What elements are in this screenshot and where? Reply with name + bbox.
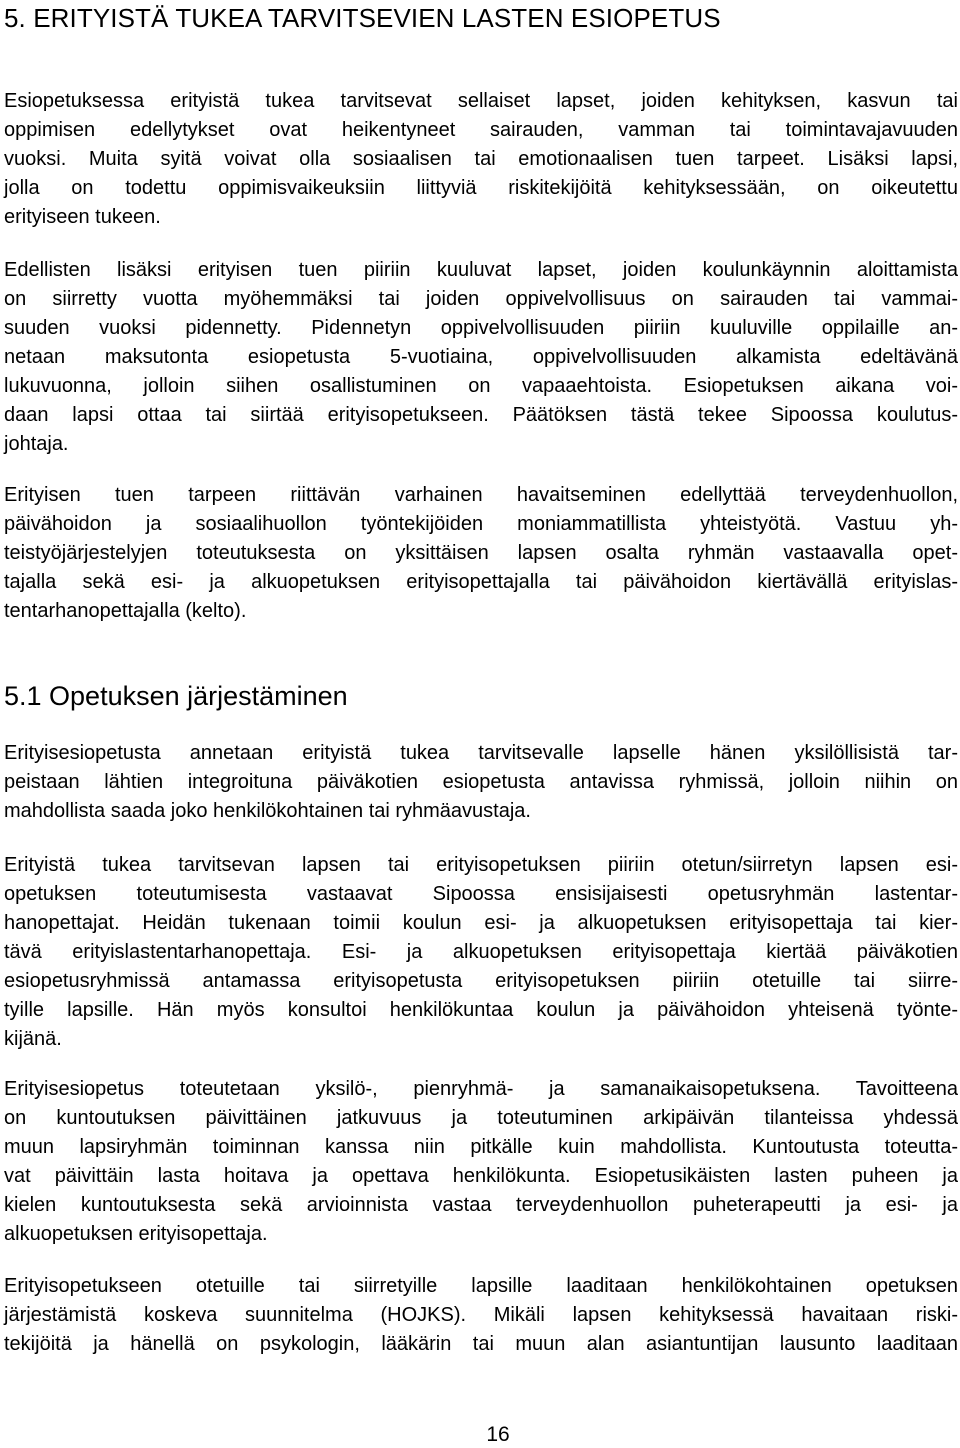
paragraph [4, 481, 958, 626]
document-page [4, 0, 958, 1448]
text-line: tentarhanopettajalla (kelto). [4, 600, 247, 622]
text-line: kielen kuntoutuksesta sekä arvioinnista vastaa terveydenhuollon puheterapeutti ja esi- ja [4, 1194, 958, 1216]
text-line: vat päivittäin lasta hoitava ja opettava henkilökunta. Esiopetusikäisten lasten puheen ja [4, 1165, 958, 1187]
text-line: tyille lapsille. Hän myös konsultoi henkilökuntaa koulun ja päivähoidon yhteisenä työnte- [4, 999, 958, 1021]
text-line: lukuvuonna, jolloin siihen osallistuminen on vapaaehtoista. Esiopetuksen aikana voi- [4, 375, 958, 397]
paragraph [4, 851, 958, 1054]
text-line: erityiseen tukeen. [4, 206, 161, 228]
text-line: Erityisesiopetus toteutetaan yksilö-, pienryhmä- ja samanaikaisopetuksena. Tavoitteena [4, 1078, 958, 1100]
text-line: kijänä. [4, 1028, 62, 1050]
text-line: opetuksen toteutumisesta vastaavat Sipoossa ensisijaisesti opetusryhmän lastentar- [4, 883, 958, 905]
paragraph [4, 1272, 958, 1359]
text-line: netaan maksutonta esiopetusta 5-vuotiaina, oppivelvollisuuden alkamista edeltävänä [4, 346, 958, 368]
text-line: oppimisen edellytykset ovat heikentyneet sairauden, vamman tai toimintavajavuuden [4, 119, 958, 141]
text-line: esiopetusryhmissä antamassa erityisopetusta erityisopetuksen piiriin otetuille tai siirre- [4, 970, 958, 992]
text-line: hanopettajat. Heidän tukenaan toimii koulun esi- ja alkuopetuksen erityisopettaja tai kier- [4, 912, 958, 934]
text-line: suuden vuoksi pidennetty. Pidennetyn oppivelvollisuuden piiriin kuuluville oppilaille an- [4, 317, 958, 339]
text-line: mahdollista saada joko henkilökohtainen tai ryhmäavustaja. [4, 800, 531, 822]
section-heading: 5.1 Opetuksen järjestäminen [4, 681, 348, 711]
text-line: järjestämistä koskeva suunnitelma (HOJKS). Mikäli lapsen kehityksessä havaitaan riski- [4, 1304, 958, 1326]
text-line: peistaan lähtien integroituna päiväkotien esiopetusta antavissa ryhmissä, jolloin niihin on [4, 771, 958, 793]
text-line: Erityisopetukseen otetuille tai siirretyille lapsille laaditaan henkilökohtainen opetuksen [4, 1275, 958, 1297]
text-line: on kuntoutuksen päivittäinen jatkuvuus ja toteutuminen arkipäivän tilanteissa yhdessä [4, 1107, 958, 1129]
paragraph [4, 256, 958, 459]
paragraph [4, 87, 958, 232]
text-line: Erityistä tukea tarvitsevan lapsen tai erityisopetuksen piiriin otetun/siirretyn lapsen esi- [4, 854, 958, 876]
text-line: vuoksi. Muita syitä voivat olla sosiaalisen tai emotionaalisen tuen tarpeet. Lisäksi lapsi, [4, 148, 958, 170]
paragraph [4, 1075, 958, 1249]
text-line: Esiopetuksessa erityistä tukea tarvitsevat sellaiset lapset, joiden kehityksen, kasvun tai [4, 90, 958, 112]
text-line: on siirretty vuotta myöhemmäksi tai joiden oppivelvollisuus on sairauden tai vammai- [4, 288, 958, 310]
text-line: Erityisesiopetusta annetaan erityistä tukea tarvitsevalle lapselle hänen yksilöllisistä tar- [4, 742, 958, 764]
text-line: päivähoidon ja sosiaalihuollon työntekijöiden moniammatillista yhteistyötä. Vastuu yh- [4, 513, 958, 535]
text-line: tajalla sekä esi- ja alkuopetuksen erityisopettajalla tai päivähoidon kiertävällä erityislas- [4, 571, 958, 593]
text-line: tekijöitä ja hänellä on psykologin, lääkärin tai muun alan asiantuntijan lausunto laaditaan [4, 1333, 958, 1355]
paragraph [4, 739, 958, 826]
text-line: alkuopetuksen erityisopettaja. [4, 1223, 268, 1245]
text-line: johtaja. [4, 433, 69, 455]
text-line: muun lapsiryhmän toiminnan kanssa niin pitkälle kuin mahdollista. Kuntoutusta toteutta- [4, 1136, 958, 1158]
text-line: tävä erityislastentarhanopettaja. Esi- ja alkuopetuksen erityisopettaja kiertää päiväkotien [4, 941, 958, 963]
text-line: jolla on todettu oppimisvaikeuksiin liittyviä riskitekijöitä kehityksessään, on oikeutettu [4, 177, 958, 199]
chapter-heading: 5. ERITYISTÄ TUKEA TARVITSEVIEN LASTEN ESIOPETUS [4, 3, 721, 33]
text-line: Erityisen tuen tarpeen riittävän varhainen havaitseminen edellyttää terveydenhuollon, [4, 484, 958, 506]
text-line: daan lapsi ottaa tai siirtää erityisopetukseen. Päätöksen tästä tekee Sipoossa koulutus- [4, 404, 958, 426]
text-line: teistyöjärjestelyjen toteutuksesta on yksittäisen lapsen osalta ryhmän vastaavalla opet- [4, 542, 958, 564]
page-number: 16 [486, 1423, 510, 1446]
text-line: Edellisten lisäksi erityisen tuen piiriin kuuluvat lapset, joiden koulunkäynnin aloittamista [4, 259, 958, 281]
